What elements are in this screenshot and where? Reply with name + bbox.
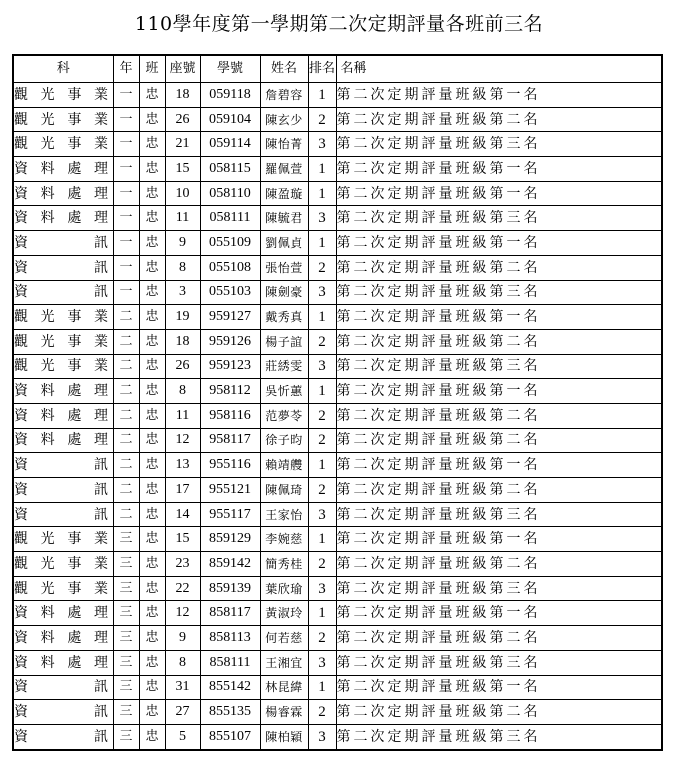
award-cell: 第二次定期評量班級第一名	[336, 675, 662, 700]
rank-cell: 1	[308, 181, 336, 206]
dept-text: 資料處理	[14, 383, 108, 400]
table-row	[13, 157, 662, 182]
dept-text: 資料處理	[14, 160, 108, 177]
name-cell: 賴靖艭	[260, 453, 308, 478]
dept-text: 觀光事業	[14, 136, 108, 153]
rank-cell: 3	[308, 502, 336, 527]
name-cell: 黃淑玲	[260, 601, 308, 626]
dept-text: 觀光事業	[14, 358, 108, 375]
header-year: 年	[113, 55, 139, 83]
award-cell: 第二次定期評量班級第一名	[336, 601, 662, 626]
dept-text: 資料處理	[14, 605, 108, 622]
name-cell: 莊綉雯	[260, 354, 308, 379]
seat-cell: 8	[165, 379, 200, 404]
award-cell: 第二次定期評量班級第三名	[336, 206, 662, 231]
class-cell: 忠	[139, 527, 165, 552]
dept-text: 資訊	[14, 704, 108, 721]
class-cell: 忠	[139, 329, 165, 354]
class-cell: 忠	[139, 650, 165, 675]
dept-text: 資訊	[14, 234, 108, 251]
seat-cell: 18	[165, 83, 200, 108]
dept-cell	[13, 675, 113, 700]
rank-cell: 3	[308, 280, 336, 305]
name-cell: 葉欣瑜	[260, 576, 308, 601]
class-cell: 忠	[139, 280, 165, 305]
year-cell: 三	[113, 552, 139, 577]
dept-cell	[13, 700, 113, 725]
student-id-cell: 859142	[200, 552, 260, 577]
seat-cell: 11	[165, 403, 200, 428]
dept-text: 資料處理	[14, 432, 108, 449]
name-cell: 陳柏穎	[260, 724, 308, 749]
rank-cell: 2	[308, 255, 336, 280]
table-row	[13, 453, 662, 478]
seat-cell: 19	[165, 305, 200, 330]
dept-text: 資訊	[14, 481, 108, 498]
class-cell: 忠	[139, 181, 165, 206]
dept-text: 資料處理	[14, 210, 108, 227]
award-cell: 第二次定期評量班級第一名	[336, 157, 662, 182]
class-cell: 忠	[139, 255, 165, 280]
student-id-cell: 855142	[200, 675, 260, 700]
header-name: 姓名	[260, 55, 308, 83]
rank-cell: 2	[308, 700, 336, 725]
dept-text: 觀光事業	[14, 555, 108, 572]
seat-cell: 27	[165, 700, 200, 725]
class-cell: 忠	[139, 132, 165, 157]
award-cell: 第二次定期評量班級第二名	[336, 428, 662, 453]
student-id-cell: 859139	[200, 576, 260, 601]
seat-cell: 9	[165, 231, 200, 256]
seat-cell: 26	[165, 354, 200, 379]
rank-cell: 3	[308, 206, 336, 231]
table-row	[13, 576, 662, 601]
year-cell: 三	[113, 527, 139, 552]
dept-cell	[13, 403, 113, 428]
year-cell: 三	[113, 626, 139, 651]
dept-cell	[13, 255, 113, 280]
student-id-cell: 055108	[200, 255, 260, 280]
student-id-cell: 958117	[200, 428, 260, 453]
name-cell: 陳玄少	[260, 107, 308, 132]
student-id-cell: 959123	[200, 354, 260, 379]
student-id-cell: 858113	[200, 626, 260, 651]
seat-cell: 3	[165, 280, 200, 305]
name-cell: 王家怡	[260, 502, 308, 527]
table-row	[13, 329, 662, 354]
dept-cell	[13, 329, 113, 354]
year-cell: 二	[113, 453, 139, 478]
year-cell: 一	[113, 231, 139, 256]
seat-cell: 18	[165, 329, 200, 354]
dept-text: 資料處理	[14, 185, 108, 202]
name-cell: 陳盈璇	[260, 181, 308, 206]
year-cell: 三	[113, 601, 139, 626]
dept-cell	[13, 626, 113, 651]
dept-text: 資訊	[14, 506, 108, 523]
class-cell: 忠	[139, 502, 165, 527]
rank-cell: 1	[308, 675, 336, 700]
name-cell: 張怡萱	[260, 255, 308, 280]
student-id-cell: 959127	[200, 305, 260, 330]
award-cell: 第二次定期評量班級第三名	[336, 724, 662, 749]
award-cell: 第二次定期評量班級第二名	[336, 700, 662, 725]
student-id-cell: 955117	[200, 502, 260, 527]
table-row	[13, 700, 662, 725]
table-row	[13, 354, 662, 379]
seat-cell: 8	[165, 650, 200, 675]
name-cell: 林昆緯	[260, 675, 308, 700]
table-row	[13, 206, 662, 231]
rank-cell: 3	[308, 724, 336, 749]
dept-cell	[13, 231, 113, 256]
header-student-id: 學號	[200, 55, 260, 83]
class-cell: 忠	[139, 83, 165, 108]
name-cell: 吳忻蕙	[260, 379, 308, 404]
year-cell: 二	[113, 403, 139, 428]
seat-cell: 15	[165, 527, 200, 552]
dept-cell	[13, 132, 113, 157]
award-cell: 第二次定期評量班級第二名	[336, 329, 662, 354]
seat-cell: 17	[165, 478, 200, 503]
table-row	[13, 255, 662, 280]
name-cell: 陳怡菁	[260, 132, 308, 157]
class-cell: 忠	[139, 724, 165, 749]
table-row	[13, 132, 662, 157]
student-id-cell: 058111	[200, 206, 260, 231]
award-cell: 第二次定期評量班級第三名	[336, 132, 662, 157]
class-cell: 忠	[139, 552, 165, 577]
name-cell: 陳毓君	[260, 206, 308, 231]
header-class: 班	[139, 55, 165, 83]
year-cell: 二	[113, 354, 139, 379]
name-cell: 李婉慈	[260, 527, 308, 552]
dept-text: 資料處理	[14, 629, 108, 646]
rank-cell: 1	[308, 527, 336, 552]
student-id-cell: 958112	[200, 379, 260, 404]
dept-text: 觀光事業	[14, 111, 108, 128]
seat-cell: 11	[165, 206, 200, 231]
name-cell: 楊睿霖	[260, 700, 308, 725]
award-cell: 第二次定期評量班級第一名	[336, 379, 662, 404]
dept-cell	[13, 428, 113, 453]
class-cell: 忠	[139, 157, 165, 182]
year-cell: 二	[113, 379, 139, 404]
header-seat: 座號	[165, 55, 200, 83]
seat-cell: 8	[165, 255, 200, 280]
award-cell: 第二次定期評量班級第三名	[336, 650, 662, 675]
rank-cell: 3	[308, 354, 336, 379]
award-cell: 第二次定期評量班級第一名	[336, 453, 662, 478]
seat-cell: 21	[165, 132, 200, 157]
table-row	[13, 527, 662, 552]
table-row	[13, 280, 662, 305]
name-cell: 徐子昀	[260, 428, 308, 453]
seat-cell: 9	[165, 626, 200, 651]
year-cell: 三	[113, 675, 139, 700]
rank-cell: 1	[308, 305, 336, 330]
name-cell: 戴秀真	[260, 305, 308, 330]
student-id-cell: 955116	[200, 453, 260, 478]
seat-cell: 14	[165, 502, 200, 527]
seat-cell: 31	[165, 675, 200, 700]
award-cell: 第二次定期評量班級第一名	[336, 83, 662, 108]
class-cell: 忠	[139, 576, 165, 601]
dept-cell	[13, 280, 113, 305]
class-cell: 忠	[139, 601, 165, 626]
name-cell: 楊子誼	[260, 329, 308, 354]
dept-cell	[13, 206, 113, 231]
year-cell: 二	[113, 329, 139, 354]
class-cell: 忠	[139, 403, 165, 428]
class-cell: 忠	[139, 354, 165, 379]
class-cell: 忠	[139, 675, 165, 700]
year-cell: 三	[113, 700, 139, 725]
class-cell: 忠	[139, 231, 165, 256]
dept-text: 資料處理	[14, 654, 108, 671]
table-row	[13, 403, 662, 428]
dept-cell	[13, 379, 113, 404]
student-id-cell: 855107	[200, 724, 260, 749]
table-row	[13, 231, 662, 256]
award-cell: 第二次定期評量班級第二名	[336, 478, 662, 503]
award-cell: 第二次定期評量班級第三名	[336, 502, 662, 527]
table-row	[13, 107, 662, 132]
year-cell: 一	[113, 255, 139, 280]
year-cell: 二	[113, 305, 139, 330]
rank-cell: 1	[308, 601, 336, 626]
name-cell: 劉佩貞	[260, 231, 308, 256]
dept-text: 觀光事業	[14, 580, 108, 597]
year-cell: 一	[113, 181, 139, 206]
award-cell: 第二次定期評量班級第一名	[336, 305, 662, 330]
dept-text: 觀光事業	[14, 531, 108, 548]
award-cell: 第二次定期評量班級第二名	[336, 403, 662, 428]
award-cell: 第二次定期評量班級第二名	[336, 255, 662, 280]
student-id-cell: 858117	[200, 601, 260, 626]
dept-text: 資訊	[14, 259, 108, 276]
seat-cell: 12	[165, 601, 200, 626]
table-row	[13, 601, 662, 626]
student-id-cell: 858111	[200, 650, 260, 675]
table-row	[13, 626, 662, 651]
name-cell: 范夢苓	[260, 403, 308, 428]
seat-cell: 23	[165, 552, 200, 577]
year-cell: 一	[113, 157, 139, 182]
student-id-cell: 059104	[200, 107, 260, 132]
header-award: 名稱	[336, 55, 662, 83]
class-cell: 忠	[139, 379, 165, 404]
year-cell: 三	[113, 724, 139, 749]
dept-cell	[13, 552, 113, 577]
rank-cell: 1	[308, 379, 336, 404]
name-cell: 王湘宜	[260, 650, 308, 675]
dept-cell	[13, 157, 113, 182]
student-id-cell: 955121	[200, 478, 260, 503]
rank-cell: 2	[308, 428, 336, 453]
table-row	[13, 650, 662, 675]
rank-cell: 2	[308, 552, 336, 577]
award-cell: 第二次定期評量班級第一名	[336, 231, 662, 256]
award-cell: 第二次定期評量班級第一名	[336, 181, 662, 206]
class-cell: 忠	[139, 107, 165, 132]
dept-text: 觀光事業	[14, 333, 108, 350]
dept-cell	[13, 527, 113, 552]
class-cell: 忠	[139, 700, 165, 725]
dept-cell	[13, 478, 113, 503]
dept-cell	[13, 576, 113, 601]
class-cell: 忠	[139, 305, 165, 330]
award-cell: 第二次定期評量班級第一名	[336, 527, 662, 552]
year-cell: 一	[113, 132, 139, 157]
rank-cell: 3	[308, 132, 336, 157]
table-row	[13, 675, 662, 700]
table-row	[13, 305, 662, 330]
rank-cell: 2	[308, 626, 336, 651]
rank-cell: 1	[308, 83, 336, 108]
seat-cell: 13	[165, 453, 200, 478]
table-row	[13, 428, 662, 453]
year-cell: 二	[113, 502, 139, 527]
year-cell: 三	[113, 650, 139, 675]
award-cell: 第二次定期評量班級第三名	[336, 280, 662, 305]
dept-cell	[13, 83, 113, 108]
dept-cell	[13, 650, 113, 675]
table-row	[13, 379, 662, 404]
class-cell: 忠	[139, 626, 165, 651]
dept-cell	[13, 502, 113, 527]
year-cell: 三	[113, 576, 139, 601]
dept-text: 觀光事業	[14, 309, 108, 326]
dept-text: 觀光事業	[14, 86, 108, 103]
rank-cell: 2	[308, 403, 336, 428]
table-row	[13, 724, 662, 749]
class-cell: 忠	[139, 453, 165, 478]
dept-text: 資訊	[14, 284, 108, 301]
class-cell: 忠	[139, 428, 165, 453]
rank-cell: 2	[308, 107, 336, 132]
name-cell: 陳劍豪	[260, 280, 308, 305]
year-cell: 一	[113, 206, 139, 231]
student-id-cell: 055103	[200, 280, 260, 305]
year-cell: 一	[113, 83, 139, 108]
dept-cell	[13, 354, 113, 379]
year-cell: 二	[113, 428, 139, 453]
award-cell: 第二次定期評量班級第三名	[336, 354, 662, 379]
student-id-cell: 958116	[200, 403, 260, 428]
class-cell: 忠	[139, 478, 165, 503]
dept-text: 資訊	[14, 679, 108, 696]
table-row	[13, 552, 662, 577]
dept-cell	[13, 724, 113, 749]
year-cell: 一	[113, 107, 139, 132]
rank-cell: 3	[308, 576, 336, 601]
table-row	[13, 478, 662, 503]
seat-cell: 22	[165, 576, 200, 601]
student-id-cell: 059114	[200, 132, 260, 157]
dept-cell	[13, 181, 113, 206]
rank-cell: 2	[308, 478, 336, 503]
name-cell: 詹碧容	[260, 83, 308, 108]
seat-cell: 10	[165, 181, 200, 206]
award-cell: 第二次定期評量班級第二名	[336, 626, 662, 651]
table-row	[13, 181, 662, 206]
seat-cell: 5	[165, 724, 200, 749]
dept-text: 資訊	[14, 728, 108, 745]
rank-cell: 1	[308, 453, 336, 478]
year-cell: 二	[113, 478, 139, 503]
dept-cell	[13, 601, 113, 626]
page-title: 110學年度第一學期第二次定期評量各班前三名	[134, 13, 544, 35]
award-cell: 第二次定期評量班級第二名	[336, 107, 662, 132]
table-row	[13, 502, 662, 527]
name-cell: 羅佩萱	[260, 157, 308, 182]
dept-cell	[13, 107, 113, 132]
year-cell: 一	[113, 280, 139, 305]
student-id-cell: 055109	[200, 231, 260, 256]
name-cell: 陳佩琦	[260, 478, 308, 503]
seat-cell: 12	[165, 428, 200, 453]
ranking-table	[12, 54, 663, 751]
rank-cell: 1	[308, 231, 336, 256]
rank-cell: 2	[308, 329, 336, 354]
dept-cell	[13, 453, 113, 478]
table-body	[13, 83, 662, 750]
rank-cell: 3	[308, 650, 336, 675]
student-id-cell: 058110	[200, 181, 260, 206]
header-rank: 排名	[308, 55, 336, 83]
class-cell: 忠	[139, 206, 165, 231]
dept-text: 資訊	[14, 457, 108, 474]
table-header-row	[13, 55, 662, 83]
student-id-cell: 859129	[200, 527, 260, 552]
header-dept: 科	[13, 55, 113, 83]
dept-cell	[13, 305, 113, 330]
student-id-cell: 059118	[200, 83, 260, 108]
award-cell: 第二次定期評量班級第三名	[336, 576, 662, 601]
name-cell: 何若慈	[260, 626, 308, 651]
dept-text: 資料處理	[14, 407, 108, 424]
award-cell: 第二次定期評量班級第二名	[336, 552, 662, 577]
table-row	[13, 83, 662, 108]
student-id-cell: 058115	[200, 157, 260, 182]
student-id-cell: 855135	[200, 700, 260, 725]
seat-cell: 26	[165, 107, 200, 132]
rank-cell: 1	[308, 157, 336, 182]
student-id-cell: 959126	[200, 329, 260, 354]
name-cell: 簡秀桂	[260, 552, 308, 577]
seat-cell: 15	[165, 157, 200, 182]
